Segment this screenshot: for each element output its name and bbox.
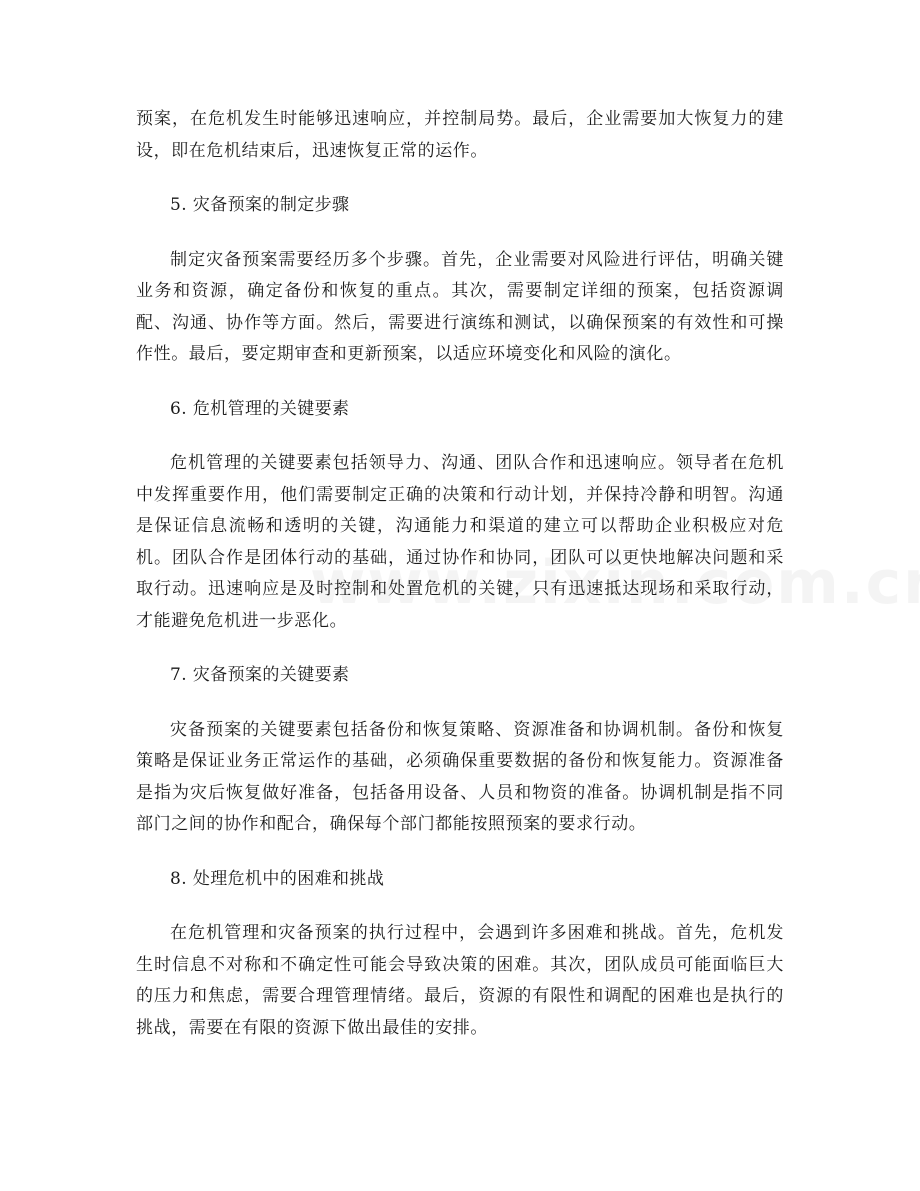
section-heading-6: 6. 危机管理的关键要素: [170, 398, 350, 419]
section-heading-8: 8. 处理危机中的困难和挑战: [170, 868, 385, 889]
section-heading-5: 5. 灾备预案的制定步骤: [170, 195, 350, 215]
section-body-8: 在危机管理和灾备预案的执行过程中，会遇到许多困难和挑战。首先，危机发生时信息不对称和不确定性可能会导致决策的困难。其次，团队成员可能面临巨大的压力和焦虑，需要合理管理情绪。最后，资源的有限性和调配的困难也是执行的挑战，需要在有限的资源下做出最佳的安排。: [136, 923, 784, 1038]
document-body: [136, 104, 784, 1044]
intro-paragraph: 预案，在危机发生时能够迅速响应，并控制局势。最后，企业需要加大恢复力的建设，即在危机结束后，迅速恢复正常的运作。: [136, 109, 784, 161]
section-body-5: 制定灾备预案需要经历多个步骤。首先，企业需要对风险进行评估，明确关键业务和资源，确定备份和恢复的重点。其次，需要制定详细的预案，包括资源调配、沟通、协作等方面。然后，需要进行演练和测试，以确保预案的有效性和可操作性。最后，要定期审查和更新预案，以适应环境变化和风险的演化。: [136, 249, 784, 364]
section-heading-7: 7. 灾备预案的关键要素: [170, 665, 350, 685]
section-body-6: 危机管理的关键要素包括领导力、沟通、团队合作和迅速响应。领导者在危机中发挥重要作用，他们需要制定正确的决策和行动计划，并保持冷静和明智。沟通是保证信息流畅和透明的关键，沟通能力和渠道的建立可以帮助企业积极应对危机。团队合作是团体行动的基础，通过协作和协同，团队可以更快地解决问题和采取行动。迅速响应是及时控制和处置危机的关键，只有迅速抵达现场和采取行动，才能避免危机进一步恶化。: [136, 453, 784, 631]
section-body-7: 灾备预案的关键要素包括备份和恢复策略、资源准备和协调机制。备份和恢复策略是保证业务正常运作的基础，必须确保重要数据的备份和恢复能力。资源准备是指为灾后恢复做好准备，包括备用设备、人员和物资的准备。协调机制是指不同部门之间的协作和配合，确保每个部门都能按照预案的要求行动。: [136, 719, 784, 834]
